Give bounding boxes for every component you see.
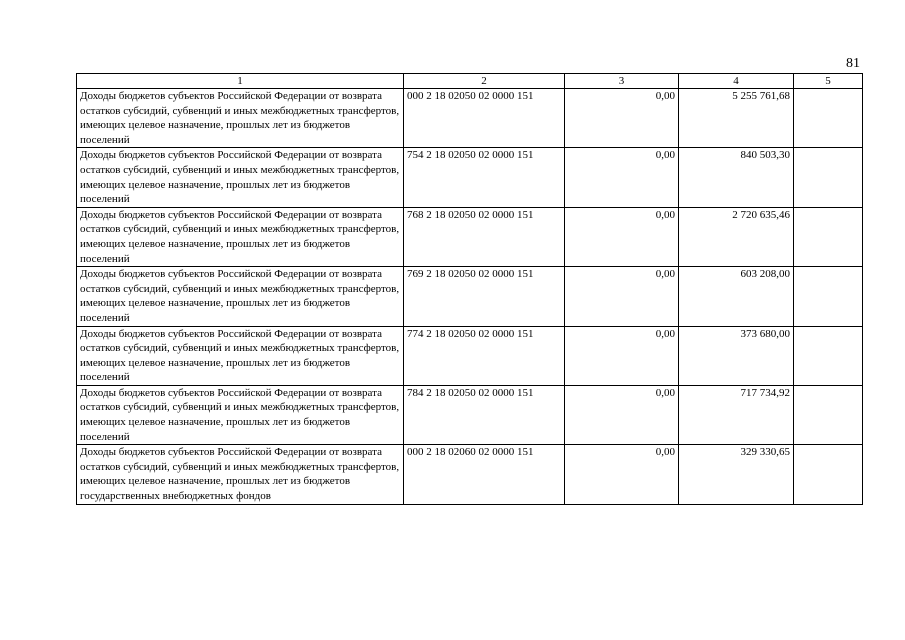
value-col3-cell: 0,00 <box>565 89 679 148</box>
column-header-5: 5 <box>794 74 863 89</box>
code-cell: 000 2 18 02060 02 0000 151 <box>404 445 565 504</box>
page-number: 81 <box>846 56 860 71</box>
value-col5-cell <box>794 267 863 326</box>
description-cell: Доходы бюджетов субъектов Российской Федерации от возврата остатков субсидий, субвенций и иных межбюджетных трансфертов, имеющих целевое назначение, прошлых лет из бюджетов государственных внебюджетных фондов <box>77 445 404 504</box>
code-cell: 784 2 18 02050 02 0000 151 <box>404 385 565 444</box>
value-col4-cell: 329 330,65 <box>679 445 794 504</box>
value-col4-cell: 5 255 761,68 <box>679 89 794 148</box>
value-col3-cell: 0,00 <box>565 445 679 504</box>
column-header-2: 2 <box>404 74 565 89</box>
table-row <box>77 89 863 148</box>
value-col3-cell: 0,00 <box>565 326 679 385</box>
value-col3-cell: 0,00 <box>565 267 679 326</box>
code-cell: 774 2 18 02050 02 0000 151 <box>404 326 565 385</box>
table-row <box>77 326 863 385</box>
description-cell: Доходы бюджетов субъектов Российской Федерации от возврата остатков субсидий, субвенций и иных межбюджетных трансфертов, имеющих целевое назначение, прошлых лет из бюджетов поселений <box>77 207 404 266</box>
value-col3-cell: 0,00 <box>565 148 679 207</box>
code-cell: 768 2 18 02050 02 0000 151 <box>404 207 565 266</box>
description-cell: Доходы бюджетов субъектов Российской Федерации от возврата остатков субсидий, субвенций и иных межбюджетных трансфертов, имеющих целевое назначение, прошлых лет из бюджетов поселений <box>77 89 404 148</box>
column-header-4: 4 <box>679 74 794 89</box>
table-row <box>77 148 863 207</box>
description-cell: Доходы бюджетов субъектов Российской Федерации от возврата остатков субсидий, субвенций и иных межбюджетных трансфертов, имеющих целевое назначение, прошлых лет из бюджетов поселений <box>77 148 404 207</box>
value-col4-cell: 373 680,00 <box>679 326 794 385</box>
value-col5-cell <box>794 148 863 207</box>
value-col5-cell <box>794 445 863 504</box>
table-row <box>77 207 863 266</box>
column-header-3: 3 <box>565 74 679 89</box>
value-col4-cell: 2 720 635,46 <box>679 207 794 266</box>
value-col5-cell <box>794 89 863 148</box>
table-row <box>77 385 863 444</box>
code-cell: 000 2 18 02050 02 0000 151 <box>404 89 565 148</box>
value-col3-cell: 0,00 <box>565 385 679 444</box>
description-cell: Доходы бюджетов субъектов Российской Федерации от возврата остатков субсидий, субвенций и иных межбюджетных трансфертов, имеющих целевое назначение, прошлых лет из бюджетов поселений <box>77 385 404 444</box>
value-col5-cell <box>794 326 863 385</box>
value-col4-cell: 717 734,92 <box>679 385 794 444</box>
table-row <box>77 445 863 504</box>
description-cell: Доходы бюджетов субъектов Российской Федерации от возврата остатков субсидий, субвенций и иных межбюджетных трансфертов, имеющих целевое назначение, прошлых лет из бюджетов поселений <box>77 267 404 326</box>
budget-table <box>76 73 863 505</box>
code-cell: 769 2 18 02050 02 0000 151 <box>404 267 565 326</box>
value-col5-cell <box>794 207 863 266</box>
header-row <box>77 74 863 89</box>
value-col5-cell <box>794 385 863 444</box>
value-col4-cell: 840 503,30 <box>679 148 794 207</box>
column-header-1: 1 <box>77 74 404 89</box>
description-cell: Доходы бюджетов субъектов Российской Федерации от возврата остатков субсидий, субвенций и иных межбюджетных трансфертов, имеющих целевое назначение, прошлых лет из бюджетов поселений <box>77 326 404 385</box>
table-row <box>77 267 863 326</box>
code-cell: 754 2 18 02050 02 0000 151 <box>404 148 565 207</box>
value-col4-cell: 603 208,00 <box>679 267 794 326</box>
value-col3-cell: 0,00 <box>565 207 679 266</box>
